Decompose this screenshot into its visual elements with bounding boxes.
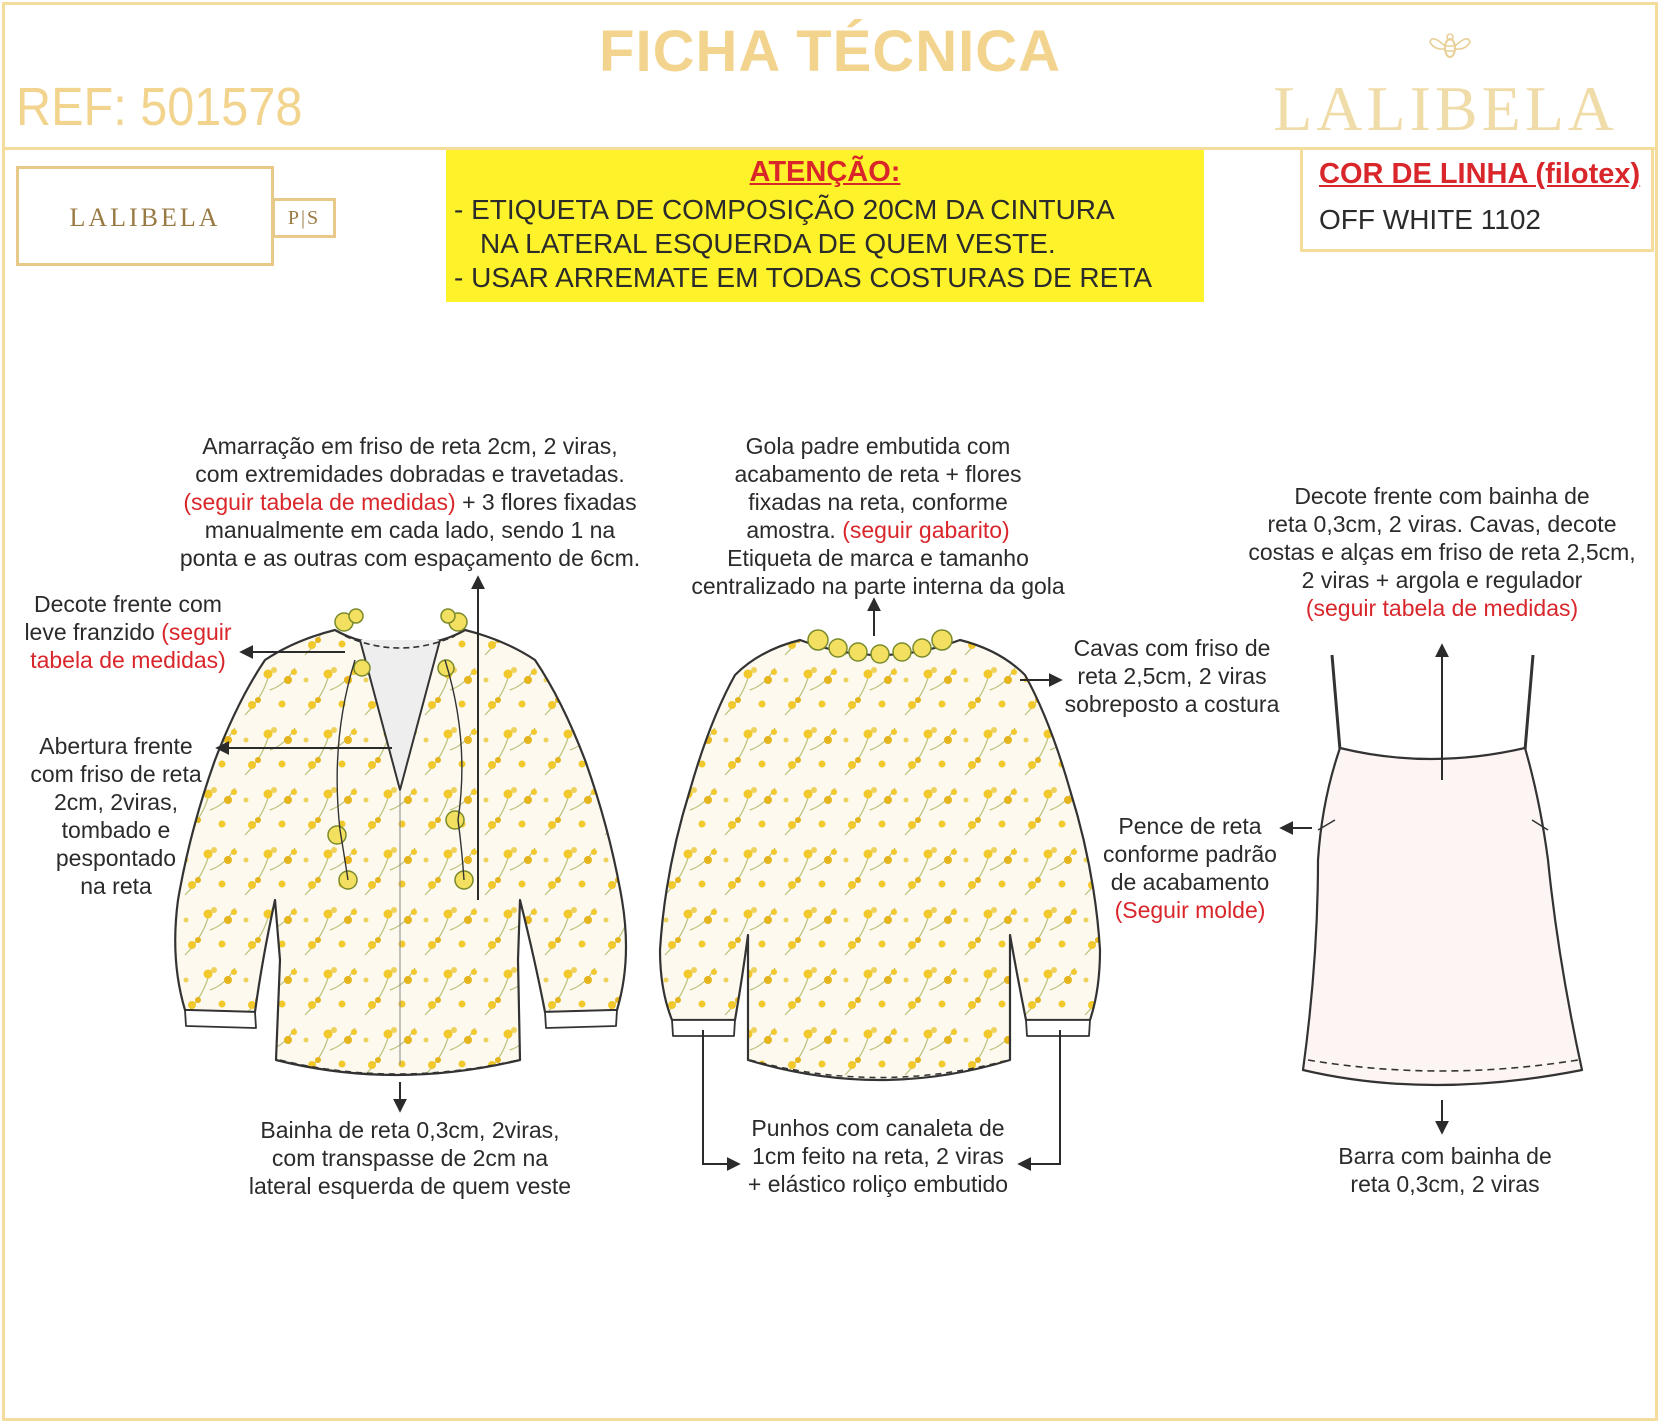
note-text: + 3 flores fixadas [455,489,637,515]
note-tie [150,432,670,572]
note-line: Pence de reta [1118,813,1262,839]
note-line: Punhos com canaleta de [751,1115,1005,1141]
thread-color-value: OFF WHITE 1102 [1319,204,1541,235]
reference-code: REF: 501578 [16,77,303,137]
note-line: na reta [80,873,152,899]
note-line: com transpasse de 2cm na [271,1145,549,1171]
note-red-text: tabela de medidas) [30,647,226,673]
note-line: Decote frente com bainha de [1294,483,1590,509]
label-brand-text: LALIBELA [69,203,221,232]
note-line: costas e alças em friso de reta 2,5cm, [1248,539,1636,565]
note-line: conforme padrão [1103,841,1277,867]
attention-title: ATENÇÃO: [749,156,901,188]
note-line [150,488,670,516]
note-line: Gola padre embutida com [745,433,1011,459]
thread-color-title: COR DE LINHA (filotex) [1319,158,1641,190]
note-red-text: (seguir [161,619,232,645]
note-line: 2 viras + argola e regulador [1301,567,1583,593]
note-text: leve franzido [24,619,162,645]
note-red-text: (seguir tabela de medidas) [1305,595,1579,621]
note-line: com friso de reta [30,761,202,787]
note-cami-neckline [1232,482,1652,622]
note-line: lateral esquerda de quem veste [248,1173,572,1199]
note-line: com extremidades dobradas e travetadas. [195,461,625,487]
note-line: Decote frente com [34,591,222,617]
note-red-text: (seguir gabarito) [842,517,1010,543]
note-cuffs [728,1114,1028,1198]
blouse-back-drawing [660,630,1100,1080]
brand-logo: LALIBELA [1273,73,1618,144]
note-line: Cavas com friso de [1073,635,1271,661]
note-collar [668,432,1088,600]
attention-line: NA LATERAL ESQUERDA DE QUEM VESTE. [480,228,1056,259]
note-line: reta 0,3cm, 2 viras [1350,1171,1540,1197]
note-line: Abertura frente [39,733,193,759]
note-line: tombado e [61,817,171,843]
note-red-text: (seguir tabela de medidas) [183,489,456,515]
note-line: centralizado na parte interna da gola [691,573,1065,599]
attention-line: - ETIQUETA DE COMPOSIÇÃO 20CM DA CINTURA [454,194,1115,225]
note-cami-hem [1310,1142,1580,1198]
note-hem-blouse [230,1116,590,1200]
note-text: amostra. [746,517,843,543]
note-line: + elástico roliço embutido [747,1171,1009,1197]
note-neckline-front [8,590,248,674]
note-line: de acabamento [1110,869,1270,895]
page-title: FICHA TÉCNICA [599,19,1061,84]
note-line: acabamento de reta + flores [734,461,1022,487]
note-front-opening [20,732,212,900]
note-line: ponta e as outras com espaçamento de 6cm. [179,545,641,571]
note-line: reta 2,5cm, 2 viras [1077,663,1267,689]
note-line: 2cm, 2viras, [54,789,178,815]
blouse-front-drawing [175,609,626,1075]
note-line: manualmente em cada lado, sendo 1 na [204,517,616,543]
note-line: 1cm feito na reta, 2 viras [752,1143,1004,1169]
note-line: sobreposto a costura [1064,691,1280,717]
note-line: Bainha de reta 0,3cm, 2viras, [260,1117,560,1143]
note-line: Barra com bainha de [1338,1143,1552,1169]
note-line [8,618,248,646]
note-line: pespontado [55,845,177,871]
note-dart [1090,812,1290,924]
note-line: Etiqueta de marca e tamanho [727,545,1029,571]
size-label-sample: P|S [272,198,336,238]
note-red-text: (Seguir molde) [1114,897,1266,923]
attention-line: - USAR ARREMATE EM TODAS COSTURAS DE RETA [454,262,1153,293]
note-line: fixadas na reta, conforme [748,489,1008,515]
note-armhole [1052,634,1292,718]
note-line: reta 0,3cm, 2 viras. Cavas, decote [1267,511,1617,537]
note-line: Amarração em friso de reta 2cm, 2 viras, [202,433,618,459]
note-line [668,516,1088,544]
